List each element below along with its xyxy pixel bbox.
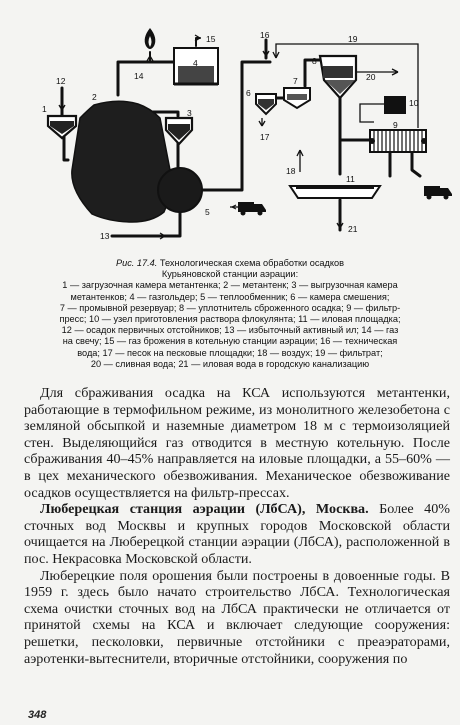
figure-caption <box>10 258 450 370</box>
digester <box>72 101 171 222</box>
page-number: 348 <box>28 709 47 721</box>
caption-title: Технологическая схема обработки осадков <box>157 258 345 268</box>
process-diagram <box>0 0 460 258</box>
label-9: 9 <box>393 120 398 130</box>
body-text <box>24 385 450 667</box>
label-11: 11 <box>346 174 355 184</box>
caption-line: Курьяновской станции аэрации: <box>161 269 299 280</box>
heat-exchanger <box>158 168 202 212</box>
unloading-chamber <box>166 118 192 144</box>
label-10: 10 <box>409 98 419 108</box>
caption-line: 7 — промывной резервуар; 8 — уплотнитель сброженного осадка; 9 — фильтр- <box>59 302 401 313</box>
figure-label: Рис. 17.4. <box>115 258 158 268</box>
truck-icon <box>230 202 266 216</box>
label-20: 20 <box>366 72 376 82</box>
label-13: 13 <box>100 231 110 241</box>
label-17: 17 <box>260 132 270 142</box>
label-14: 14 <box>134 71 144 81</box>
label-3: 3 <box>187 108 192 118</box>
caption-line: 1 — загрузочная камера метантенка; 2 — метантенк; 3 — выгрузочная камера <box>62 280 398 291</box>
paragraph <box>24 501 450 567</box>
label-7: 7 <box>293 76 298 86</box>
paragraph-text: Более 40% сточных вод Москвы и крупных городов Московской области очищается на Люберецкой станции аэрации (ЛбСА), расположенной в пос. Некрасовка Московской области. <box>24 501 450 567</box>
flame-icon <box>145 28 156 49</box>
label-18: 18 <box>286 166 296 176</box>
thickener <box>320 56 356 98</box>
label-19: 19 <box>348 34 358 44</box>
label-8: 8 <box>312 56 317 66</box>
label-5: 5 <box>205 207 210 217</box>
section-heading: Люберецкая станция аэрации (ЛбСА), Москва. <box>40 501 369 518</box>
label-1: 1 <box>42 104 47 114</box>
mixing-chamber <box>256 94 276 114</box>
loading-chamber <box>48 116 76 138</box>
paragraph: Для сбраживания осадка на КСА используются метантенки, работающие в термофильном режиме, из монолитного железобетона с земляной обсыпкой и наземные диаметром 18 м с термоизоляцией стен. Выделяющийся газ отводится в местную котельную. После сбраживания 40–45% направляется на иловые площадки, а 55–60% — в цех механического обезвоживания. Механическое обезвоживание осадков осуществляется на фильтр-прессах. <box>24 385 450 501</box>
truck-icon <box>424 186 452 200</box>
wash-tank <box>284 88 310 108</box>
label-4: 4 <box>193 58 198 68</box>
label-6: 6 <box>246 88 251 98</box>
caption-line: 12 — осадок первичных отстойников; 13 — избыточный активный ил; 14 — газ <box>61 325 399 336</box>
caption-line: вода; 17 — песок на песковые площадки; 18 — воздух; 19 — фильтрат; <box>77 347 383 358</box>
filter-press <box>369 130 427 152</box>
label-15: 15 <box>206 34 216 44</box>
caption-line: 20 — сливная вода; 21 — иловая вода в городскую канализацию <box>90 358 370 369</box>
label-21: 21 <box>348 224 358 234</box>
label-16: 16 <box>260 30 270 40</box>
caption-line: метантенков; 4 — газгольдер; 5 — теплообменник; 6 — камера смешения; <box>70 291 390 302</box>
caption-line: на свечу; 15 — газ брожения в котельную станции аэрации; 16 — техническая <box>62 336 398 347</box>
label-2: 2 <box>92 92 97 102</box>
flocculant-unit <box>384 96 406 114</box>
label-12: 12 <box>56 76 66 86</box>
caption-title-line <box>10 258 450 269</box>
paragraph: Люберецкие поля орошения были построены в довоенные годы. В 1959 г. здесь было начато строительство ЛбСА. Технологическая схема очистки сточных вод на ЛбСА практически не отличается от принятой схемы на КСА и включает следующие сооружения: решетки, песколовки, первичные отстойники с преаэраторами, аэротенки-вытеснители, вторичные отстойники, сооружения по <box>24 567 450 667</box>
caption-line: пресс; 10 — узел приготовления раствора флокулянта; 11 — иловая площадка; <box>59 314 401 325</box>
